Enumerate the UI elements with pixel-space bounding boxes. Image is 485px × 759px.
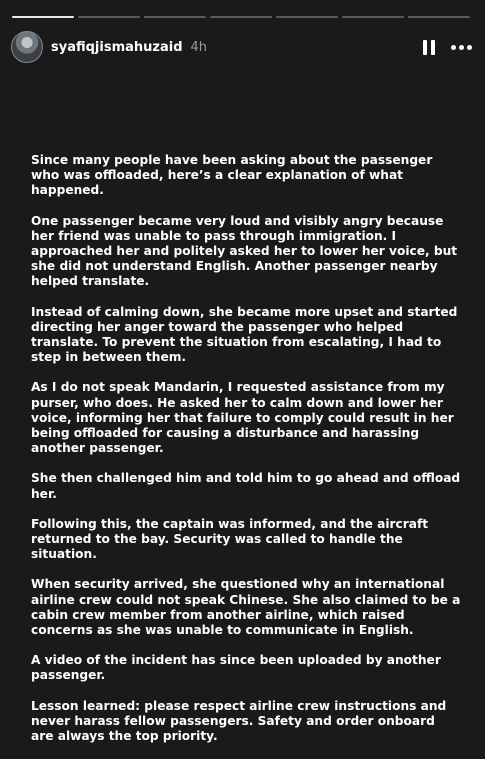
more-icon — [451, 45, 472, 50]
progress-segment — [342, 16, 404, 18]
story-paragraph: Lesson learned: please respect airline crew instructions and never harass fellow passengers. Safety and order onboard are always the top priority. — [31, 698, 447, 744]
story-paragraph: One passenger became very loud and visibly angry because her friend was unable to pass through immigration. I approached her and politely asked her to lower her voice, but she did not understand English. Another passenger nearby helped translate. — [31, 213, 458, 289]
story-text — [31, 153, 461, 759]
username[interactable]: syafiqjismahuzaid — [51, 39, 183, 55]
progress-segment — [12, 16, 74, 18]
pause-button[interactable] — [415, 33, 443, 61]
progress-segment — [78, 16, 140, 18]
story-paragraph: When security arrived, she questioned why an international airline crew could not speak Chinese. She also claimed to be a cabin crew member from another airline, which raised concerns as she was unable to communicate in English. — [31, 577, 461, 638]
progress-segment — [210, 16, 272, 18]
story-header — [11, 31, 471, 63]
progress-segment — [408, 16, 470, 18]
story-paragraph: A video of the incident has since been uploaded by another passenger. — [31, 653, 441, 683]
story-paragraph: She then challenged him and told him to go ahead and offload her. — [31, 471, 461, 501]
more-options-button[interactable] — [443, 33, 471, 61]
pause-icon — [423, 40, 435, 55]
avatar[interactable] — [11, 31, 43, 63]
story-progress-bar — [12, 16, 470, 18]
story-paragraph: As I do not speak Mandarin, I requested assistance from my purser, who does. He asked her to calm down and lower her voice, informing her that failure to comply could result in her being offloaded for causing a disturbance and harassing another passenger. — [31, 380, 454, 456]
progress-segment — [276, 16, 338, 18]
post-time: 4h — [190, 39, 208, 55]
story-paragraph: Following this, the captain was informed, and the aircraft returned to the bay. Security was called to handle the situation. — [31, 516, 429, 562]
story-paragraph: Instead of calming down, she became more upset and started directing her anger toward the passenger who helped translate. To prevent the situation from escalating, I had to step in between them. — [31, 304, 458, 365]
progress-segment — [144, 16, 206, 18]
story-paragraph: Since many people have been asking about the passenger who was offloaded, here’s a clear explanation of what happened. — [31, 153, 433, 198]
